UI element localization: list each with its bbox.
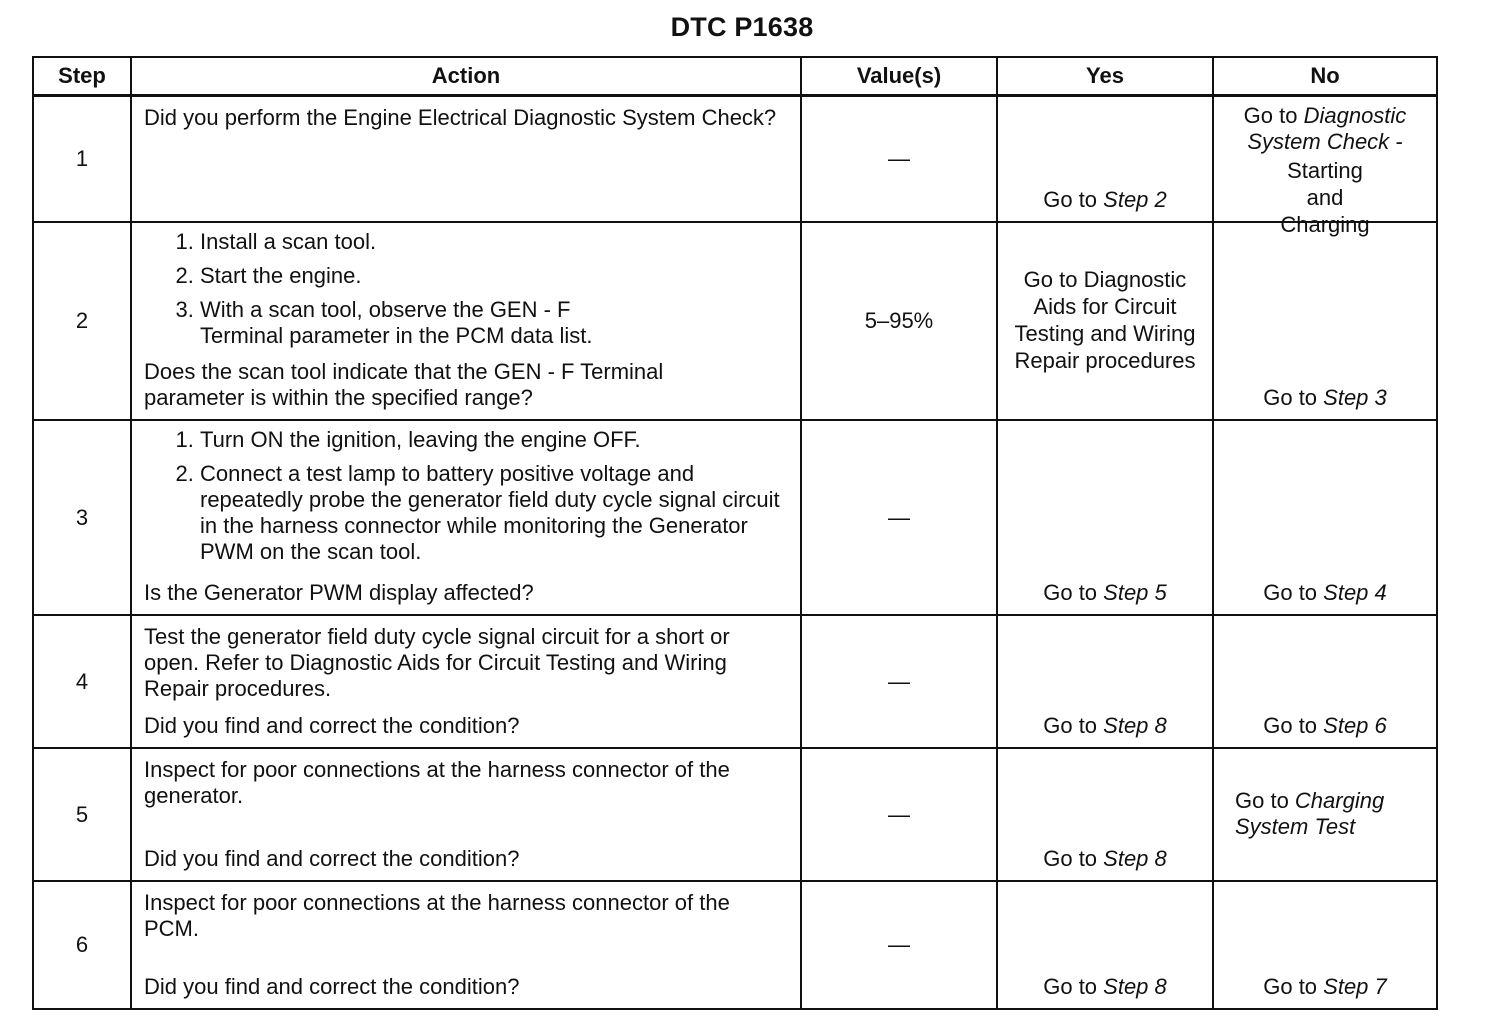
yes-prefix: Go to xyxy=(1043,846,1104,871)
no-prefix: Go to xyxy=(1263,580,1324,605)
value-cell: 5–95% xyxy=(801,222,997,420)
diagnostic-table xyxy=(32,56,1438,1010)
yes-prefix: Go to xyxy=(1043,974,1104,999)
action-cell xyxy=(131,96,801,223)
action-cell xyxy=(131,420,801,615)
action-cell xyxy=(131,748,801,881)
action-cell xyxy=(131,881,801,1009)
yes-link[interactable]: Step 8 xyxy=(1103,713,1167,738)
table-header-row xyxy=(33,57,1437,96)
no-prefix: Go to xyxy=(1243,103,1304,128)
step-number: 6 xyxy=(33,881,131,1009)
no-prefix: Go to xyxy=(1263,713,1324,738)
header-step: Step xyxy=(33,57,131,96)
action-cell xyxy=(131,615,801,748)
no-cell xyxy=(1213,96,1437,237)
yes-note[interactable]: Go to Diagnostic Aids for Circuit Testing and Wiring Repair procedures xyxy=(1014,267,1196,373)
no-prefix: Go to xyxy=(1263,385,1324,410)
step-number: 1 xyxy=(33,96,131,223)
action-text: Inspect for poor connections at the harness connector of the generator. xyxy=(144,757,730,808)
step-number: 2 xyxy=(33,222,131,420)
no-link[interactable]: Charging System Test xyxy=(1235,787,1385,839)
action-text: Inspect for poor connections at the harness connector of the PCM. xyxy=(144,890,730,941)
step-number: 4 xyxy=(33,615,131,748)
table-row xyxy=(33,615,1437,748)
action-question: Did you find and correct the condition? xyxy=(144,846,520,871)
header-no: No xyxy=(1213,57,1437,96)
no-prefix: Go to xyxy=(1263,974,1324,999)
value-cell: — xyxy=(801,615,997,748)
yes-prefix: Go to xyxy=(1043,187,1104,212)
action-step: 3. With a scan tool, observe the GEN - F Terminal parameter in the PCM data list. xyxy=(200,297,790,349)
value-cell: — xyxy=(801,881,997,1009)
action-step: 2. Connect a test lamp to battery positive voltage and repeatedly probe the generator field duty cycle signal circuit in the harness connector while monitoring the Generator PWM on the scan tool. xyxy=(200,461,790,565)
no-link[interactable]: Step 4 xyxy=(1323,580,1387,605)
yes-prefix: Go to xyxy=(1043,580,1104,605)
no-note: Starting and Charging xyxy=(1280,158,1370,237)
header-yes: Yes xyxy=(997,57,1213,96)
no-link[interactable]: Step 6 xyxy=(1323,713,1387,738)
no-cell xyxy=(1213,420,1437,615)
step-number: 5 xyxy=(33,748,131,881)
no-link[interactable]: Diagnostic System Check - xyxy=(1247,103,1407,154)
action-step: 2. Start the engine. xyxy=(200,263,790,289)
action-steps xyxy=(144,427,790,573)
action-text: Test the generator field duty cycle signal circuit for a short or open. Refer to Diagnostic Aids for Circuit Testing and Wiring Repair procedures. xyxy=(144,624,730,701)
yes-link[interactable]: Step 8 xyxy=(1103,846,1167,871)
yes-link[interactable]: Step 5 xyxy=(1103,580,1167,605)
yes-link[interactable]: Step 8 xyxy=(1103,974,1167,999)
no-prefix: Go to xyxy=(1235,787,1295,813)
yes-cell xyxy=(997,615,1213,748)
action-steps xyxy=(144,229,790,357)
yes-cell xyxy=(997,881,1213,1009)
table-row xyxy=(33,748,1437,881)
table-row xyxy=(33,222,1437,420)
no-link[interactable]: Step 3 xyxy=(1323,385,1387,410)
value-cell: — xyxy=(801,420,997,615)
action-question: Does the scan tool indicate that the GEN - F Terminal parameter is within the specified range? xyxy=(144,359,664,410)
no-cell xyxy=(1213,748,1437,881)
yes-link[interactable]: Step 2 xyxy=(1103,187,1167,212)
action-step: 1. Turn ON the ignition, leaving the engine OFF. xyxy=(200,427,790,453)
action-question: Did you find and correct the condition? xyxy=(144,713,520,738)
header-values: Value(s) xyxy=(801,57,997,96)
step-number: 3 xyxy=(33,420,131,615)
no-link[interactable]: Step 7 xyxy=(1323,974,1387,999)
yes-cell xyxy=(997,748,1213,881)
table-row xyxy=(33,96,1437,223)
yes-prefix: Go to xyxy=(1043,713,1104,738)
action-text: Did you perform the Engine Electrical Diagnostic System Check? xyxy=(144,105,777,130)
page-title: DTC P1638 xyxy=(670,12,814,42)
action-step: 1. Install a scan tool. xyxy=(200,229,790,255)
yes-cell xyxy=(997,420,1213,615)
table-row xyxy=(33,881,1437,1009)
header-action: Action xyxy=(131,57,801,96)
no-cell xyxy=(1213,881,1437,1009)
yes-cell xyxy=(997,96,1213,223)
table-row xyxy=(33,420,1437,615)
value-cell: — xyxy=(801,96,997,223)
no-cell xyxy=(1213,222,1437,420)
value-cell: — xyxy=(801,748,997,881)
no-cell xyxy=(1213,615,1437,748)
action-question: Did you find and correct the condition? xyxy=(144,974,520,999)
action-question: Is the Generator PWM display affected? xyxy=(144,580,534,605)
yes-cell xyxy=(997,222,1213,420)
action-cell xyxy=(131,222,801,420)
